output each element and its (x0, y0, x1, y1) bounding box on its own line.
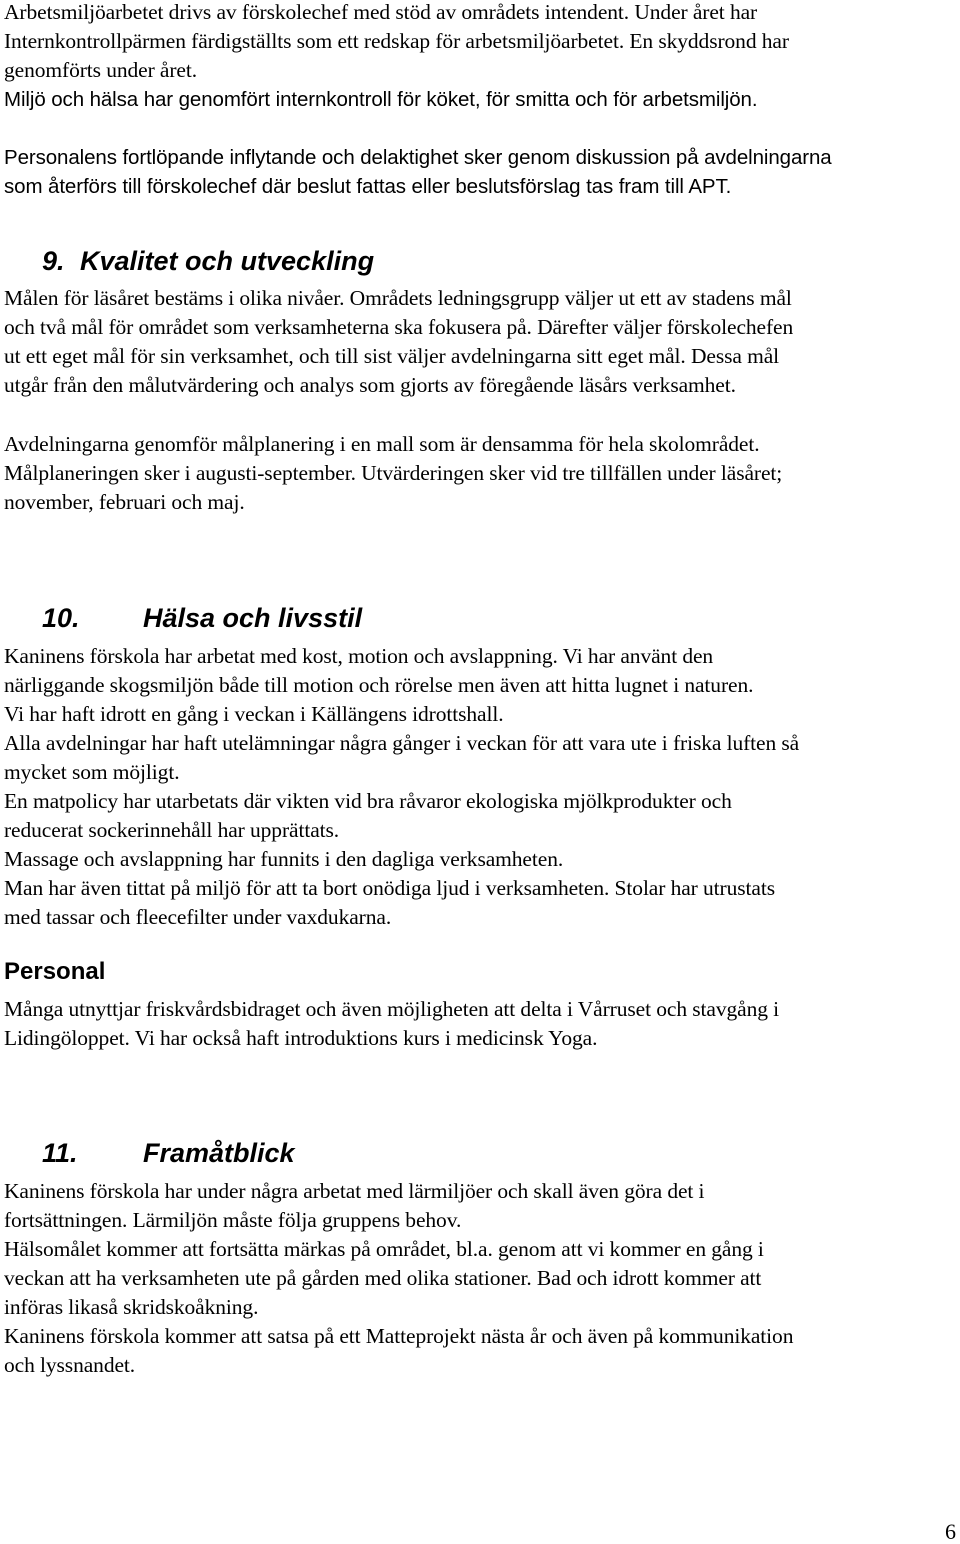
section-10-line: Kaninens förskola har arbetat med kost, motion och avslappning. Vi har använt den (4, 644, 714, 668)
section-9-title: Kvalitet och utveckling (80, 246, 375, 276)
section-10-line: En matpolicy har utarbetats där vikten vid bra råvaror ekologiska mjölkprodukter och (4, 789, 732, 813)
personal-heading: Personal (4, 958, 106, 985)
section-10-title: Hälsa och livsstil (143, 603, 363, 633)
section-9-paragraph-line: november, februari och maj. (4, 490, 245, 514)
section-9-paragraph-line: utgår från den målutvärdering och analys som gjorts av föregående läsårs verksamhet. (4, 373, 736, 397)
section-9-paragraph-line: Målen för läsåret bestäms i olika nivåer. Områdets ledningsgrupp väljer ut ett av stadens mål (4, 286, 792, 310)
section-9-paragraph-line: ut ett eget mål för sin verksamhet, och till sist väljer avdelningarna sitt eget mål. Dessa mål (4, 344, 780, 368)
page-number: 6 (945, 1519, 956, 1544)
intro-line: Miljö och hälsa har genomfört internkontroll för köket, för smitta och för arbetsmiljön. (4, 88, 758, 111)
section-11-line: veckan att ha verksamheten ute på gården med olika stationer. Bad och idrott kommer att (4, 1266, 762, 1290)
intro-line: genomförts under året. (4, 58, 198, 82)
section-9-paragraph-line: Målplaneringen sker i augusti-september. Utvärderingen sker vid tre tillfällen under läsåret; (4, 461, 783, 485)
section-11-line: införas likaså skridskoåkning. (4, 1295, 259, 1319)
section-11-title: Framåtblick (143, 1138, 295, 1168)
section-11-number: 11. (42, 1138, 78, 1168)
section-10-line: Man har även tittat på miljö för att ta bort onödiga ljud i verksamheten. Stolar har utrustats (4, 876, 775, 900)
intro-line: Arbetsmiljöarbetet drivs av förskolechef med stöd av områdets intendent. Under året har (4, 0, 758, 24)
section-11-line: fortsättningen. Lärmiljön måste följa gruppens behov. (4, 1208, 462, 1232)
personal-line: Många utnyttjar friskvårdsbidraget och även möjligheten att delta i Vårruset och stavgång i (4, 997, 780, 1021)
section-11-line: och lyssnandet. (4, 1353, 136, 1377)
section-10-number: 10. (42, 603, 80, 633)
personal-line: Lidingöloppet. Vi har också haft introduktions kurs i medicinsk Yoga. (4, 1026, 598, 1050)
section-10-line: mycket som möjligt. (4, 760, 180, 784)
section-10-line: närliggande skogsmiljön både till motion och rörelse men även att hitta lugnet i naturen. (4, 673, 754, 697)
section-9-paragraph-line: och två mål för området som verksamheterna ska fokusera på. Därefter väljer förskolechefen (4, 315, 794, 339)
section-10-line: med tassar och fleecefilter under vaxdukarna. (4, 905, 392, 929)
section-10-line: Vi har haft idrott en gång i veckan i Källängens idrottshall. (4, 702, 504, 726)
section-11-line: Kaninens förskola har under några arbetat med lärmiljöer och skall även göra det i (4, 1179, 705, 1203)
section-10-line: reducerat sockerinnehåll har upprättats. (4, 818, 340, 842)
intro-personal-line: som återförs till förskolechef där beslut fattas eller beslutsförslag tas fram till APT. (4, 175, 732, 198)
section-9-number: 9. (42, 246, 65, 276)
section-11-line: Kaninens förskola kommer att satsa på ett Matteprojekt nästa år och även på kommunikation (4, 1324, 794, 1348)
intro-line: Internkontrollpärmen färdigställts som ett redskap för arbetsmiljöarbetet. En skyddsrond har (4, 29, 789, 53)
section-11-line: Hälsomålet kommer att fortsätta märkas på området, bl.a. genom att vi kommer en gång i (4, 1237, 764, 1261)
section-9-paragraph-line: Avdelningarna genomför målplanering i en mall som är densamma för hela skolområdet. (4, 432, 760, 456)
section-10-line: Massage och avslappning har funnits i den dagliga verksamheten. (4, 847, 564, 871)
section-10-line: Alla avdelningar har haft utelämningar några gånger i veckan för att vara ute i friska luften så (4, 731, 800, 755)
intro-personal-line: Personalens fortlöpande inflytande och delaktighet sker genom diskussion på avdelningarna (4, 146, 832, 169)
